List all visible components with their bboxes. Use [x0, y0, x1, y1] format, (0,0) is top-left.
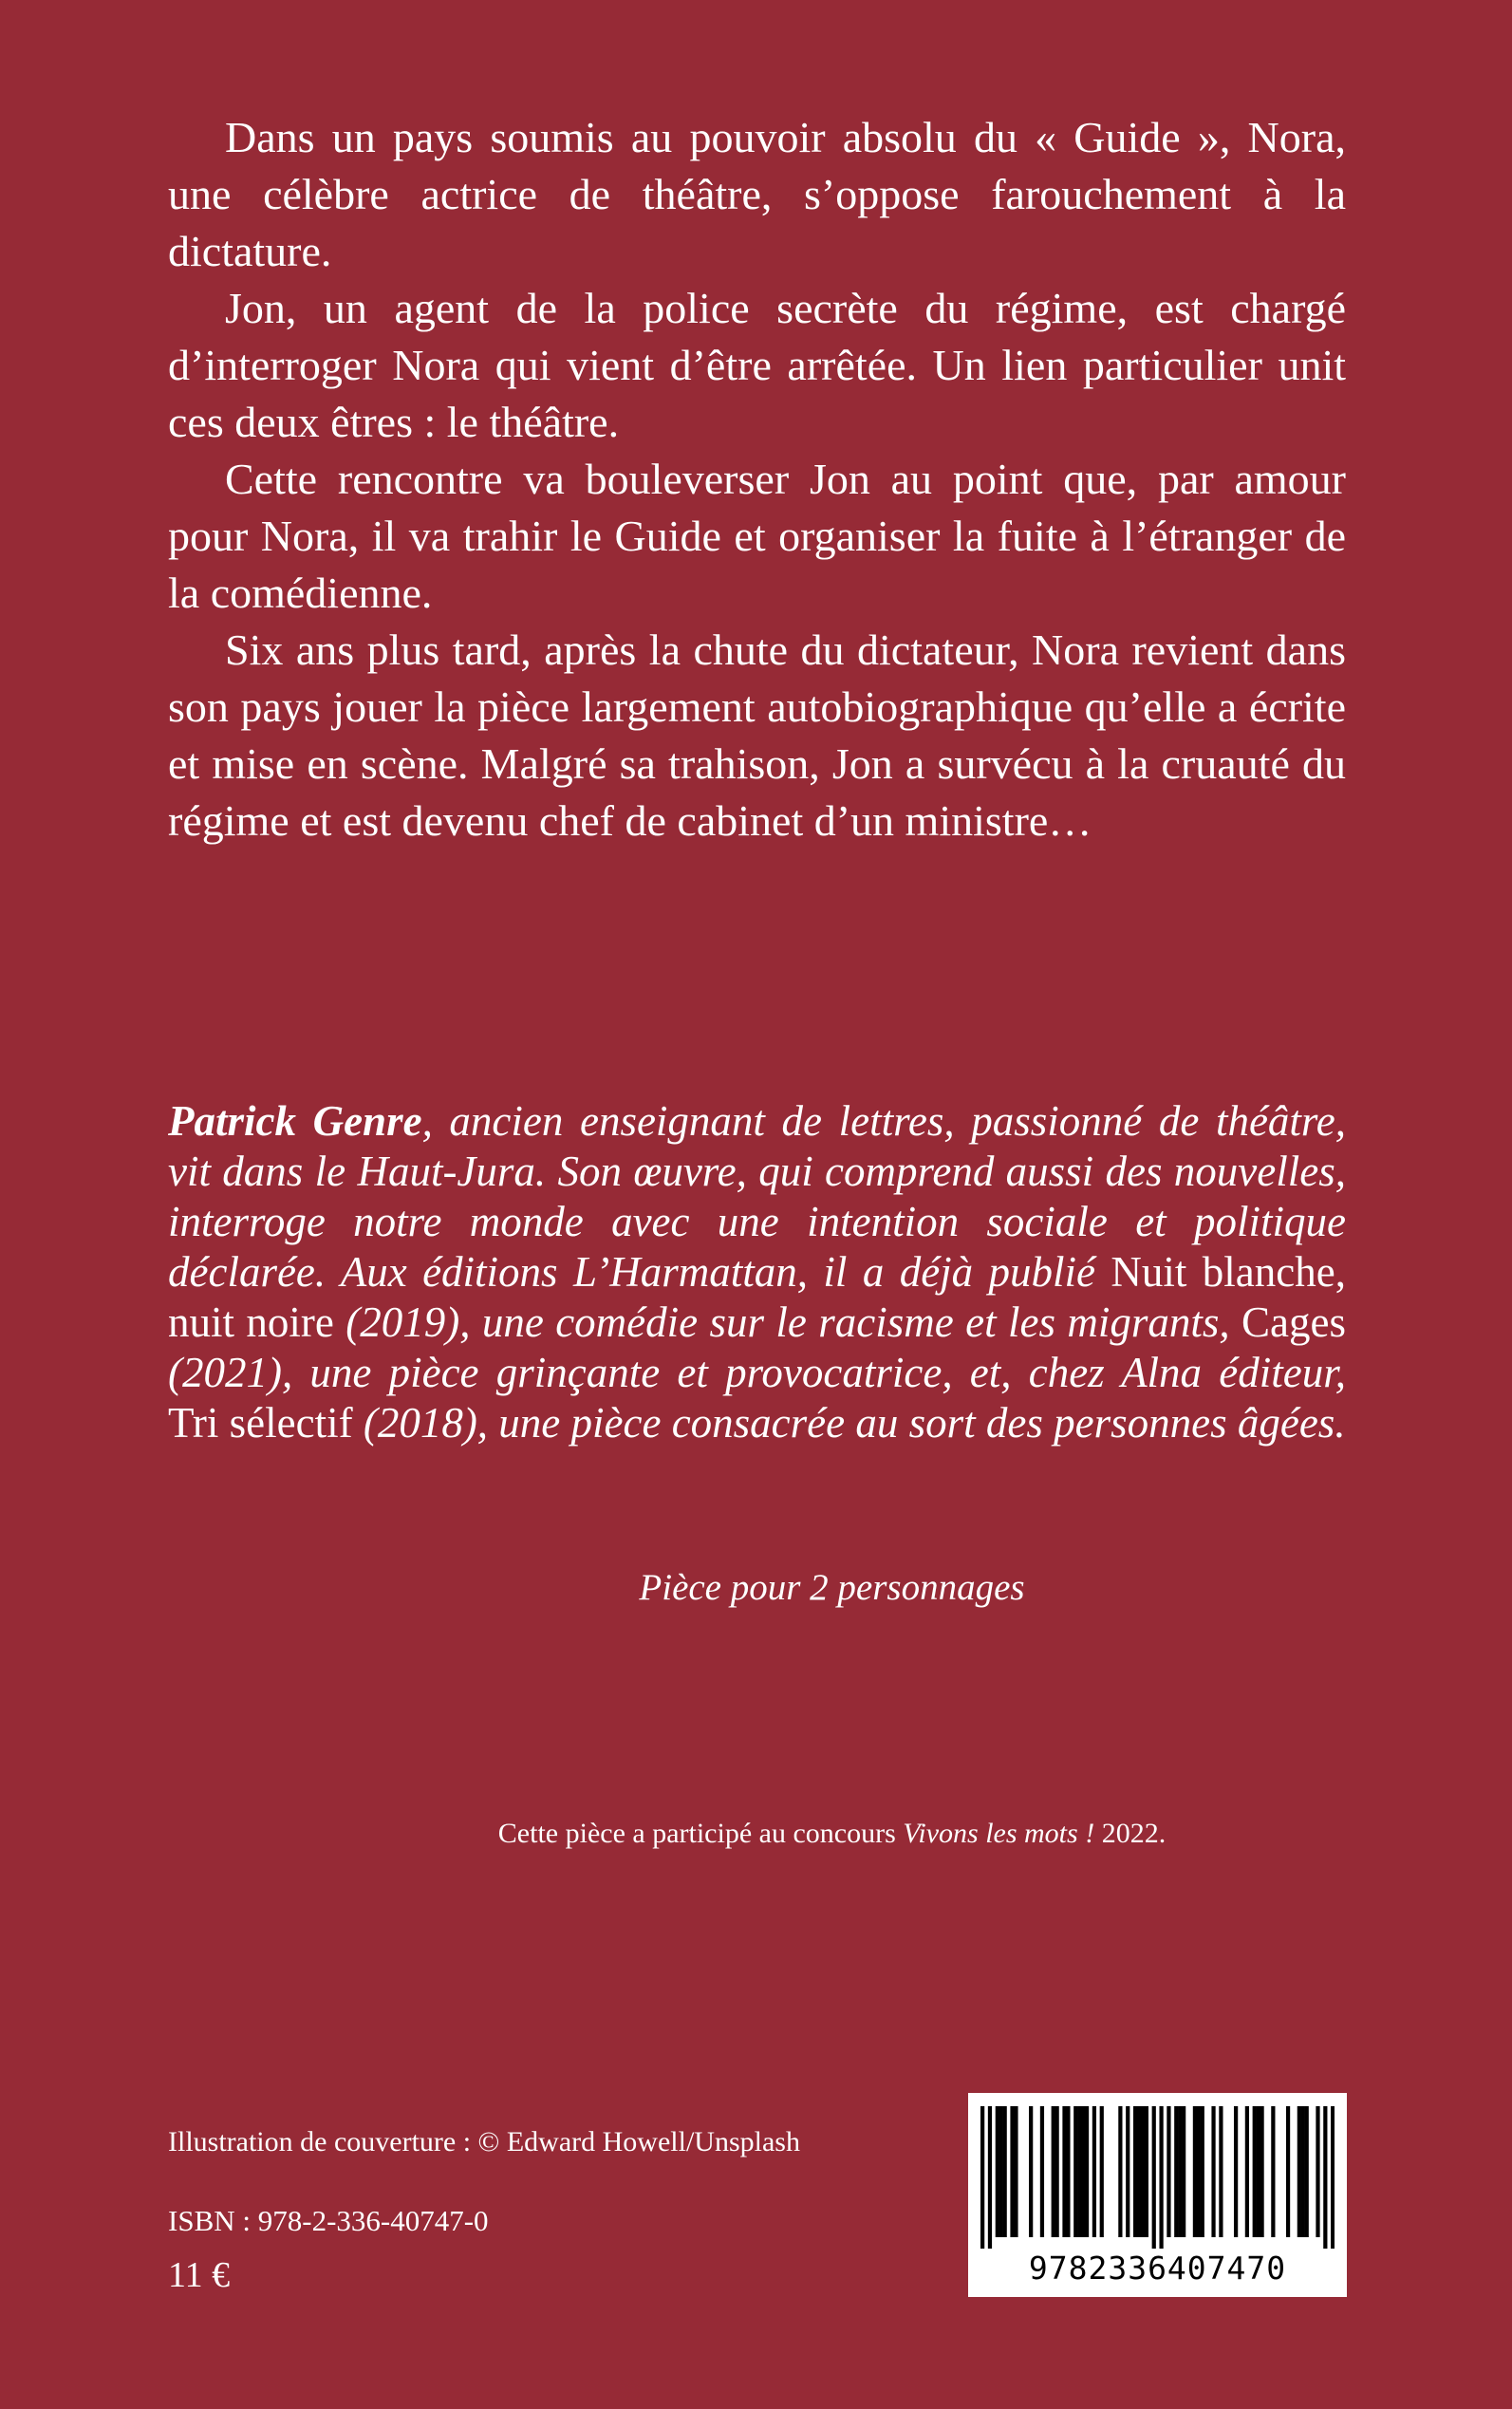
- barcode-bar: [1193, 2106, 1197, 2237]
- barcode-bar: [1234, 2106, 1238, 2237]
- barcode-bar: [1052, 2106, 1055, 2237]
- barcode-bar: [1100, 2106, 1104, 2237]
- barcode-bar: [1085, 2106, 1089, 2237]
- barcode-bar: [1092, 2106, 1096, 2237]
- barcode-bar: [1178, 2106, 1182, 2237]
- barcode-bar: [1286, 2106, 1290, 2237]
- bio-text: (2018), une pièce consacrée au sort des personnes âgées.: [352, 1399, 1346, 1447]
- barcode-bar: [1331, 2106, 1335, 2249]
- author-bio: [168, 1096, 1346, 1448]
- barcode-bar: [1301, 2106, 1305, 2237]
- barcode-bar: [1133, 2106, 1137, 2237]
- cast-count: Pièce pour 2 personnages: [639, 1567, 1025, 1608]
- contest-note: [0, 1818, 1512, 1850]
- barcode-bar: [1260, 2106, 1263, 2237]
- barcode-bar: [1305, 2106, 1309, 2237]
- barcode-bar: [1029, 2106, 1033, 2237]
- barcode-bar: [1253, 2106, 1257, 2237]
- bio-text: (2021), une pièce grinçante et provocatrice, et, chez Alna éditeur,: [168, 1349, 1346, 1396]
- contest-name: Vivons les mots !: [903, 1818, 1095, 1849]
- barcode-bar: [1073, 2106, 1077, 2237]
- barcode-bar: [1152, 2106, 1156, 2249]
- barcode-bar: [980, 2106, 984, 2249]
- barcode-bar: [1297, 2106, 1301, 2237]
- barcode-bar: [1040, 2106, 1044, 2237]
- barcode-bar: [1118, 2106, 1122, 2237]
- barcode-bar: [1174, 2106, 1178, 2237]
- barcode-bar: [999, 2106, 1003, 2237]
- synopsis-paragraph: Jon, un agent de la police secrète du régime, est chargé d’interroger Nora qui vient d’être arrêtée. Un lien particulier unit ces deux êtres : le théâtre.: [168, 284, 1346, 446]
- barcode-bar: [1159, 2106, 1163, 2249]
- synopsis-paragraph: Six ans plus tard, après la chute du dictateur, Nora revient dans son pays jouer la pièce largement autobiographique qu’elle a écrite et mise en scène. Malgré sa trahison, Jon a survécu à la cruauté du régime et est devenu chef de cabinet d’un ministre…: [168, 626, 1346, 845]
- barcode-bar: [1010, 2106, 1014, 2237]
- barcode-bar: [1201, 2106, 1204, 2237]
- barcode-bar: [1062, 2106, 1066, 2237]
- cover-credit: Illustration de couverture : © Edward Howell/Unsplash: [168, 2126, 800, 2157]
- barcode-bar: [1257, 2106, 1260, 2237]
- barcode-bar: [1167, 2106, 1170, 2237]
- barcode-bar: [996, 2106, 999, 2237]
- barcode: [968, 2093, 1347, 2297]
- barcode-bar: [1081, 2106, 1085, 2237]
- barcode-bar: [1316, 2106, 1319, 2237]
- barcode-bar: [1197, 2106, 1201, 2237]
- barcode-bar: [1055, 2106, 1059, 2237]
- synopsis-paragraph: Cette rencontre va bouleverser Jon au point que, par amour pour Nora, il va trahir le Guide et organiser la fuite à l’étranger de la comédienne.: [168, 455, 1346, 617]
- barcode-digits: 9782336407470: [1028, 2250, 1287, 2287]
- barcode-bar: [1219, 2106, 1223, 2237]
- author-name: Patrick Genre: [168, 1097, 422, 1145]
- book-title: Cages: [1241, 1298, 1347, 1346]
- barcode-bar: [1066, 2106, 1070, 2237]
- book-title: Tri sélectif: [168, 1399, 353, 1447]
- contest-prefix: Cette pièce a participé au concours: [497, 1818, 904, 1849]
- book-title: Nuit blanche, nuit noire: [168, 1248, 1346, 1346]
- barcode-bar: [1137, 2106, 1141, 2237]
- barcode-bar: [1141, 2106, 1145, 2237]
- price: 11 €: [168, 2255, 231, 2295]
- barcode-bar: [1245, 2106, 1249, 2237]
- barcode-bar: [1182, 2106, 1185, 2237]
- barcode-bar: [1323, 2106, 1327, 2249]
- synopsis-paragraph: Dans un pays soumis au pouvoir absolu du « Guide », Nora, une célèbre actrice de théâtre, s’oppose farouchement à la dictature.: [168, 113, 1346, 275]
- bio-text: (2019), une comédie sur le racisme et les migrants,: [333, 1298, 1242, 1346]
- contest-suffix: 2022.: [1094, 1818, 1167, 1849]
- barcode-bar: [1126, 2106, 1129, 2237]
- barcode-bar: [1003, 2106, 1007, 2237]
- barcode-bar: [1145, 2106, 1148, 2237]
- barcode-bars: [980, 2106, 1335, 2249]
- barcode-bar: [1077, 2106, 1081, 2237]
- barcode-bar: [1014, 2106, 1017, 2237]
- isbn: ISBN : 978-2-336-40747-0: [168, 2204, 489, 2237]
- synopsis: [168, 109, 1346, 850]
- barcode-bar: [988, 2106, 992, 2249]
- barcode-bar: [1211, 2106, 1215, 2237]
- bio-text: , ancien enseignant de lettres, passionné de théâtre, vit dans le Haut-Jura. Son œuvre, qui comprend aussi des nouvelles, interroge notre monde avec une intention sociale et politique déclarée. Aux éditions L’Harmattan, il a déjà publié: [168, 1097, 1346, 1296]
- barcode-bar: [1271, 2106, 1275, 2237]
